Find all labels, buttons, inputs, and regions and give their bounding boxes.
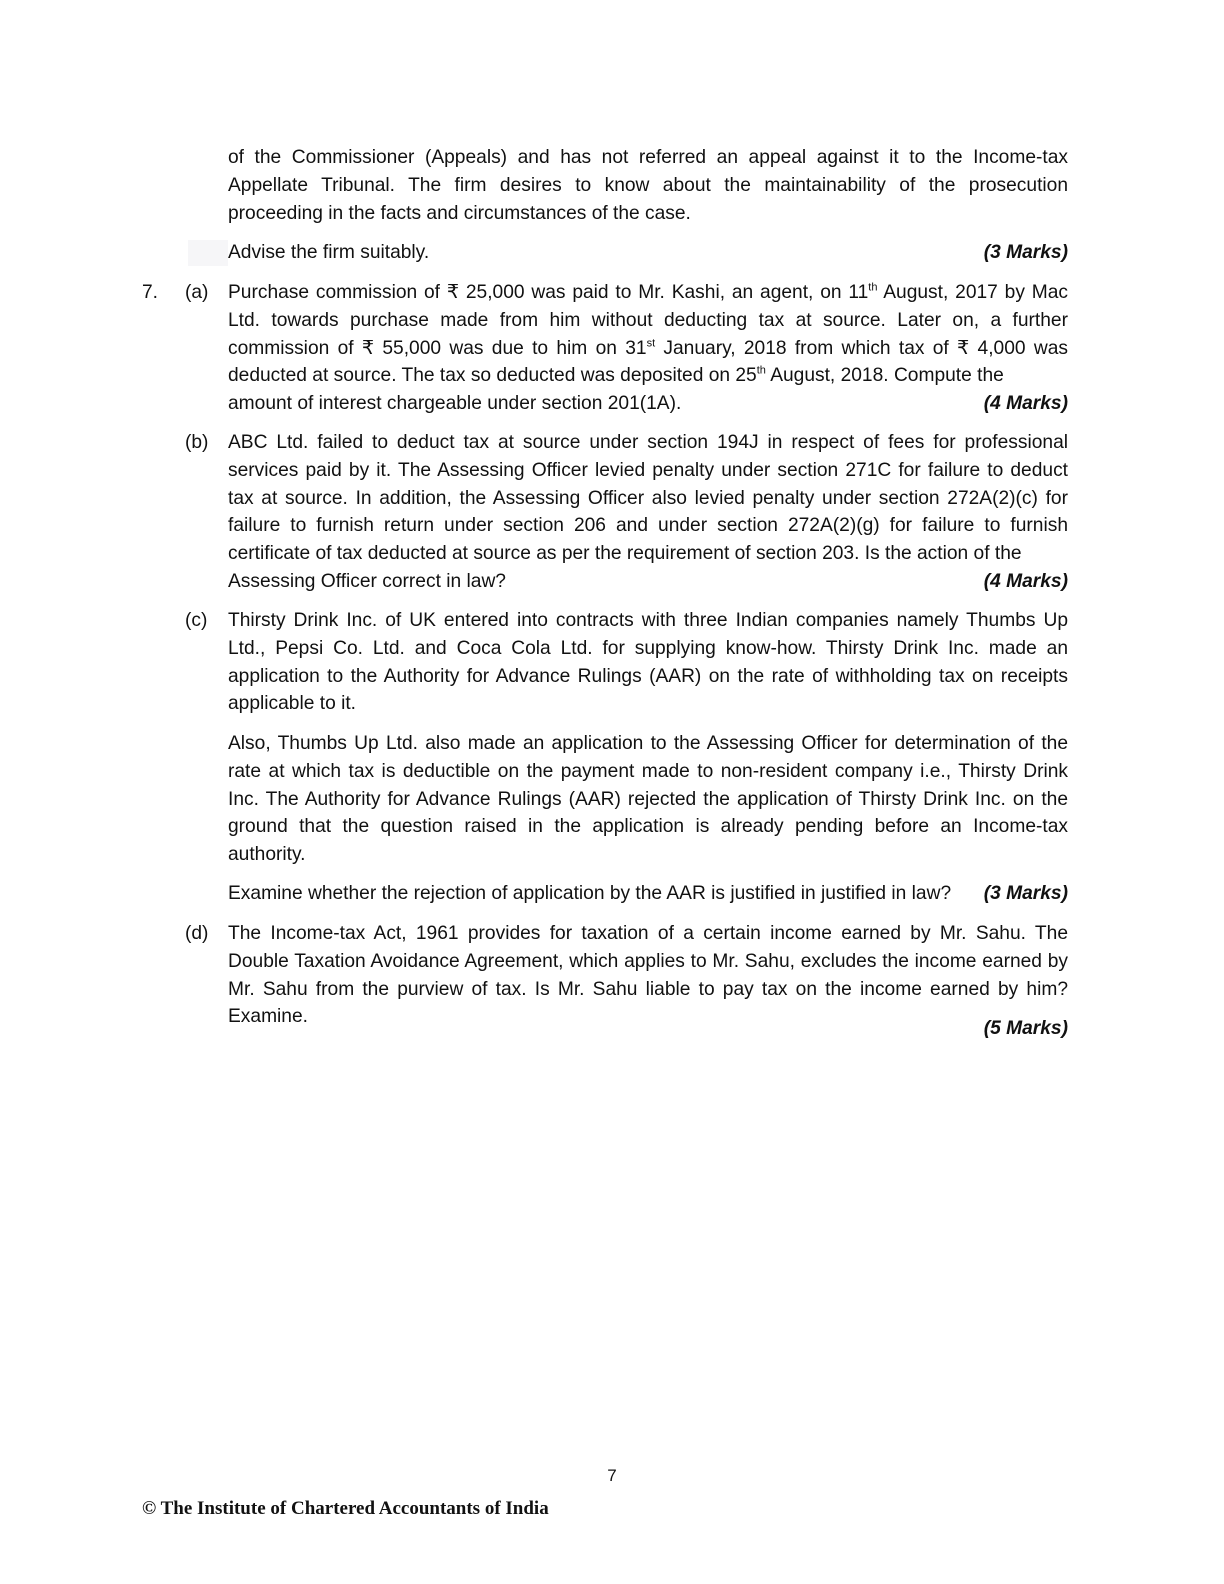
subquestion-a-label: (a) <box>185 282 209 303</box>
subquestion-a-last-line: amount of interest chargeable under section 201(1A). <box>228 393 682 414</box>
copyright-footer: © The Institute of Chartered Accountants of India <box>142 1498 549 1519</box>
subquestion-d-marks: (5 Marks) <box>983 1018 1068 1039</box>
subquestion-a-text-part3: January, 2018 from which tax of ₹ 4,000 was deducted at source. The tax so deducted was deposited on 25 <box>228 337 1068 387</box>
subquestion-a-last-row <box>228 390 1068 418</box>
subquestion-c-question-row <box>228 880 1068 908</box>
subquestion-c-label: (c) <box>185 610 208 631</box>
subquestion-a-marks: (4 Marks) <box>983 393 1068 414</box>
intro-advise-text: Advise the firm suitably. <box>228 242 430 263</box>
question-number: 7. <box>142 282 159 303</box>
subquestion-a-sup2: st <box>646 337 656 350</box>
subquestion-a-text-part1: Purchase commission of ₹ 25,000 was paid to Mr. Kashi, an agent, on 11 <box>228 282 869 303</box>
subquestion-c-paragraph-2: Also, Thumbs Up Ltd. also made an application to the Assessing Officer for determination of the rate at which tax is deductible on the payment made to non-resident company i.e., Thirsty Drink Inc. The Authority for Advance Rulings (AAR) rejected the application of Thirsty Drink Inc. on the ground that the question raised in the application is already pending before an Income-tax authority. <box>228 733 1068 866</box>
subquestion-b-last-line: Assessing Officer correct in law? <box>228 571 506 592</box>
subquestion-c-paragraph-3: Examine whether the rejection of application by the AAR is justified in justified in law? <box>228 883 952 904</box>
highlight-shade <box>188 240 228 266</box>
intro-marks: (3 Marks) <box>983 242 1068 263</box>
subquestion-b-last-row <box>228 568 1068 596</box>
page-number: 7 <box>607 1466 617 1485</box>
subquestion-c-paragraph-1: Thirsty Drink Inc. of UK entered into contracts with three Indian companies namely Thumbs Up Ltd., Pepsi Co. Ltd. and Coca Cola Ltd. for supplying know-how. Thirsty Drink Inc. made an application to the Authority for Advance Rulings (AAR) on the rate of withholding tax on receipts applicable to it. <box>228 610 1068 715</box>
subquestion-b-text: ABC Ltd. failed to deduct tax at source under section 194J in respect of fees for professional services paid by it. The Assessing Officer levied penalty under section 271C for failure to deduct tax at source. In addition, the Assessing Officer also levied penalty under section 272A(2)(c) for failure to furnish return under section 206 and under section 272A(2)(g) for failure to furnish certificate of tax deducted at source as per the requirement of section 203. Is the action of the <box>228 432 1068 565</box>
subquestion-d-marks-row <box>228 1015 1068 1043</box>
intro-advise-row <box>228 239 1068 267</box>
subquestion-b-marks: (4 Marks) <box>983 571 1068 592</box>
subquestion-c-marks: (3 Marks) <box>983 883 1068 904</box>
subquestion-a-sup3: th <box>756 365 766 377</box>
subquestion-a-text <box>228 279 1068 390</box>
subquestion-d-label: (d) <box>185 923 209 944</box>
intro-paragraph: of the Commissioner (Appeals) and has not referred an appeal against it to the Income-tax Appellate Tribunal. The firm desires to know about the maintainability of the prosecution proceeding in the facts and circumstances of the case. <box>228 147 1068 224</box>
subquestion-a-text-part4: August, 2018. Compute the <box>765 365 1004 387</box>
subquestion-b-label: (b) <box>185 432 209 453</box>
subquestion-d-text: The Income-tax Act, 1961 provides for taxation of a certain income earned by Mr. Sahu. The Double Taxation Avoidance Agreement, which applies to Mr. Sahu, excludes the income earned by Mr. Sahu from the purview of tax. Is Mr. Sahu liable to pay tax on the income earned by him? Examine. <box>228 923 1068 1028</box>
subquestion-a-text-part2: August, 2017 by Mac Ltd. towards purchase made from him without deducting tax at source. Later on, a further commission of ₹ 55,000 was due to him on 31 <box>228 282 1068 359</box>
subquestion-a-sup1: th <box>868 281 878 294</box>
